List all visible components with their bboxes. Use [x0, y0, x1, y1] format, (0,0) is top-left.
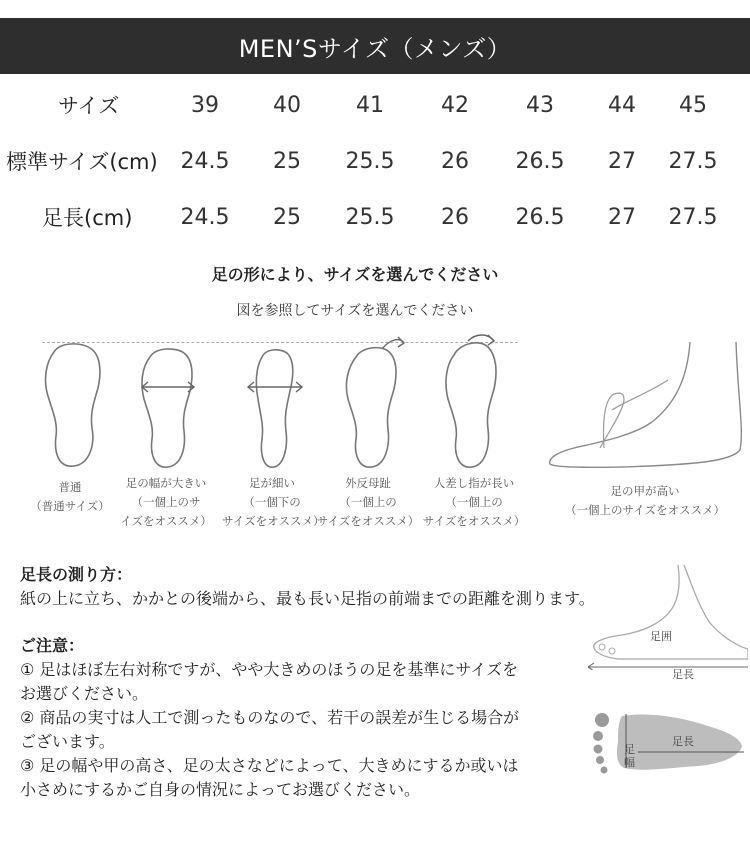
narrow-foot-caption: 足が細い （一個下の サイズをオススメ）: [222, 476, 325, 528]
size-cell: 27: [608, 205, 636, 230]
size-cell: 39: [191, 93, 219, 118]
note-line: ② 商品の実寸は人工で測ったものなので、若干の誤差が生じる場合が: [20, 708, 520, 727]
size-cell: 42: [441, 93, 469, 118]
guide-subheading: 図を参照してサイズを選んでください: [236, 303, 474, 319]
long-second-toe-caption: 人差し指が長い （一個上の サイズをオススメ）: [422, 476, 526, 528]
narrow-foot-icon: [246, 345, 304, 470]
size-chart-banner: [0, 18, 750, 74]
size-cell: 26: [441, 149, 469, 174]
size-cell: 26.5: [515, 205, 565, 230]
size-cell: 25.5: [345, 205, 395, 230]
size-cell: 26.5: [515, 149, 565, 174]
standard-size-row: [0, 142, 750, 182]
size-cell: 40: [273, 93, 301, 118]
size-cell: 24.5: [180, 205, 230, 230]
note-line: ① 足はほぼ左右対称ですが、やや大きめのほうの足を基準にサイズを: [20, 660, 519, 679]
measure-text: 紙の上に立ち、かかとの後端から、最も長い足指の前端までの距離を測ります。: [20, 589, 595, 608]
size-cell: 41: [356, 93, 384, 118]
row-label: 標準サイズ(cm): [6, 150, 158, 174]
size-cell: 25.5: [345, 149, 395, 174]
size-cell: 43: [526, 93, 554, 118]
foot-side-diagram: [588, 565, 748, 674]
high-instep-foot-icon: [540, 340, 745, 470]
side-length-label: 足長: [672, 668, 694, 681]
high-instep-caption: 足の甲が高い （一個上のサイズをオススメ）: [565, 484, 725, 517]
notes-title: ご注意：: [20, 636, 85, 655]
note-line: ございます。: [20, 732, 115, 751]
normal-foot-caption: 普通 （普通サイズ）: [30, 480, 110, 513]
size-row: [0, 86, 750, 126]
guide-heading: 足の形により、サイズを選んでください: [211, 265, 499, 284]
foot-sole-diagram: [588, 712, 748, 781]
banner-title: MEN’Sサイズ（メンズ）: [238, 34, 512, 63]
size-cell: 45: [679, 93, 707, 118]
row-label: サイズ: [58, 94, 120, 118]
size-cell: 25: [273, 205, 301, 230]
row-label: 足長(cm): [42, 206, 133, 230]
wide-foot-icon: [138, 345, 198, 470]
measure-title: 足長の測り方：: [20, 565, 133, 584]
bunion-foot-icon: [342, 333, 412, 470]
girth-label: 足囲: [650, 630, 672, 643]
bunion-foot-caption: 外反母趾 （一個上の サイズをオススメ）: [316, 476, 420, 528]
size-cell: 27: [608, 149, 636, 174]
size-cell: 25: [273, 149, 301, 174]
foot-length-row: [0, 198, 750, 238]
size-cell: 27.5: [668, 205, 718, 230]
wide-foot-caption: 足の幅が大きい （一個上のサ イズをオススメ）: [120, 476, 212, 528]
size-cell: 24.5: [180, 149, 230, 174]
note-line: お選びください。: [20, 684, 149, 703]
width-label: 足幅: [624, 743, 635, 769]
note-line: ③ 足の幅や甲の高さ、足の太さなどによって、大きめにするか或いは: [20, 756, 519, 775]
sole-length-label: 足長: [672, 735, 694, 748]
long-second-toe-foot-icon: [440, 333, 510, 470]
note-line: 小さめにするかご自身の情況によってお選びください。: [20, 780, 421, 799]
normal-foot-icon: [40, 340, 110, 470]
size-cell: 27.5: [668, 149, 718, 174]
size-cell: 26: [441, 205, 469, 230]
size-cell: 44: [608, 93, 636, 118]
